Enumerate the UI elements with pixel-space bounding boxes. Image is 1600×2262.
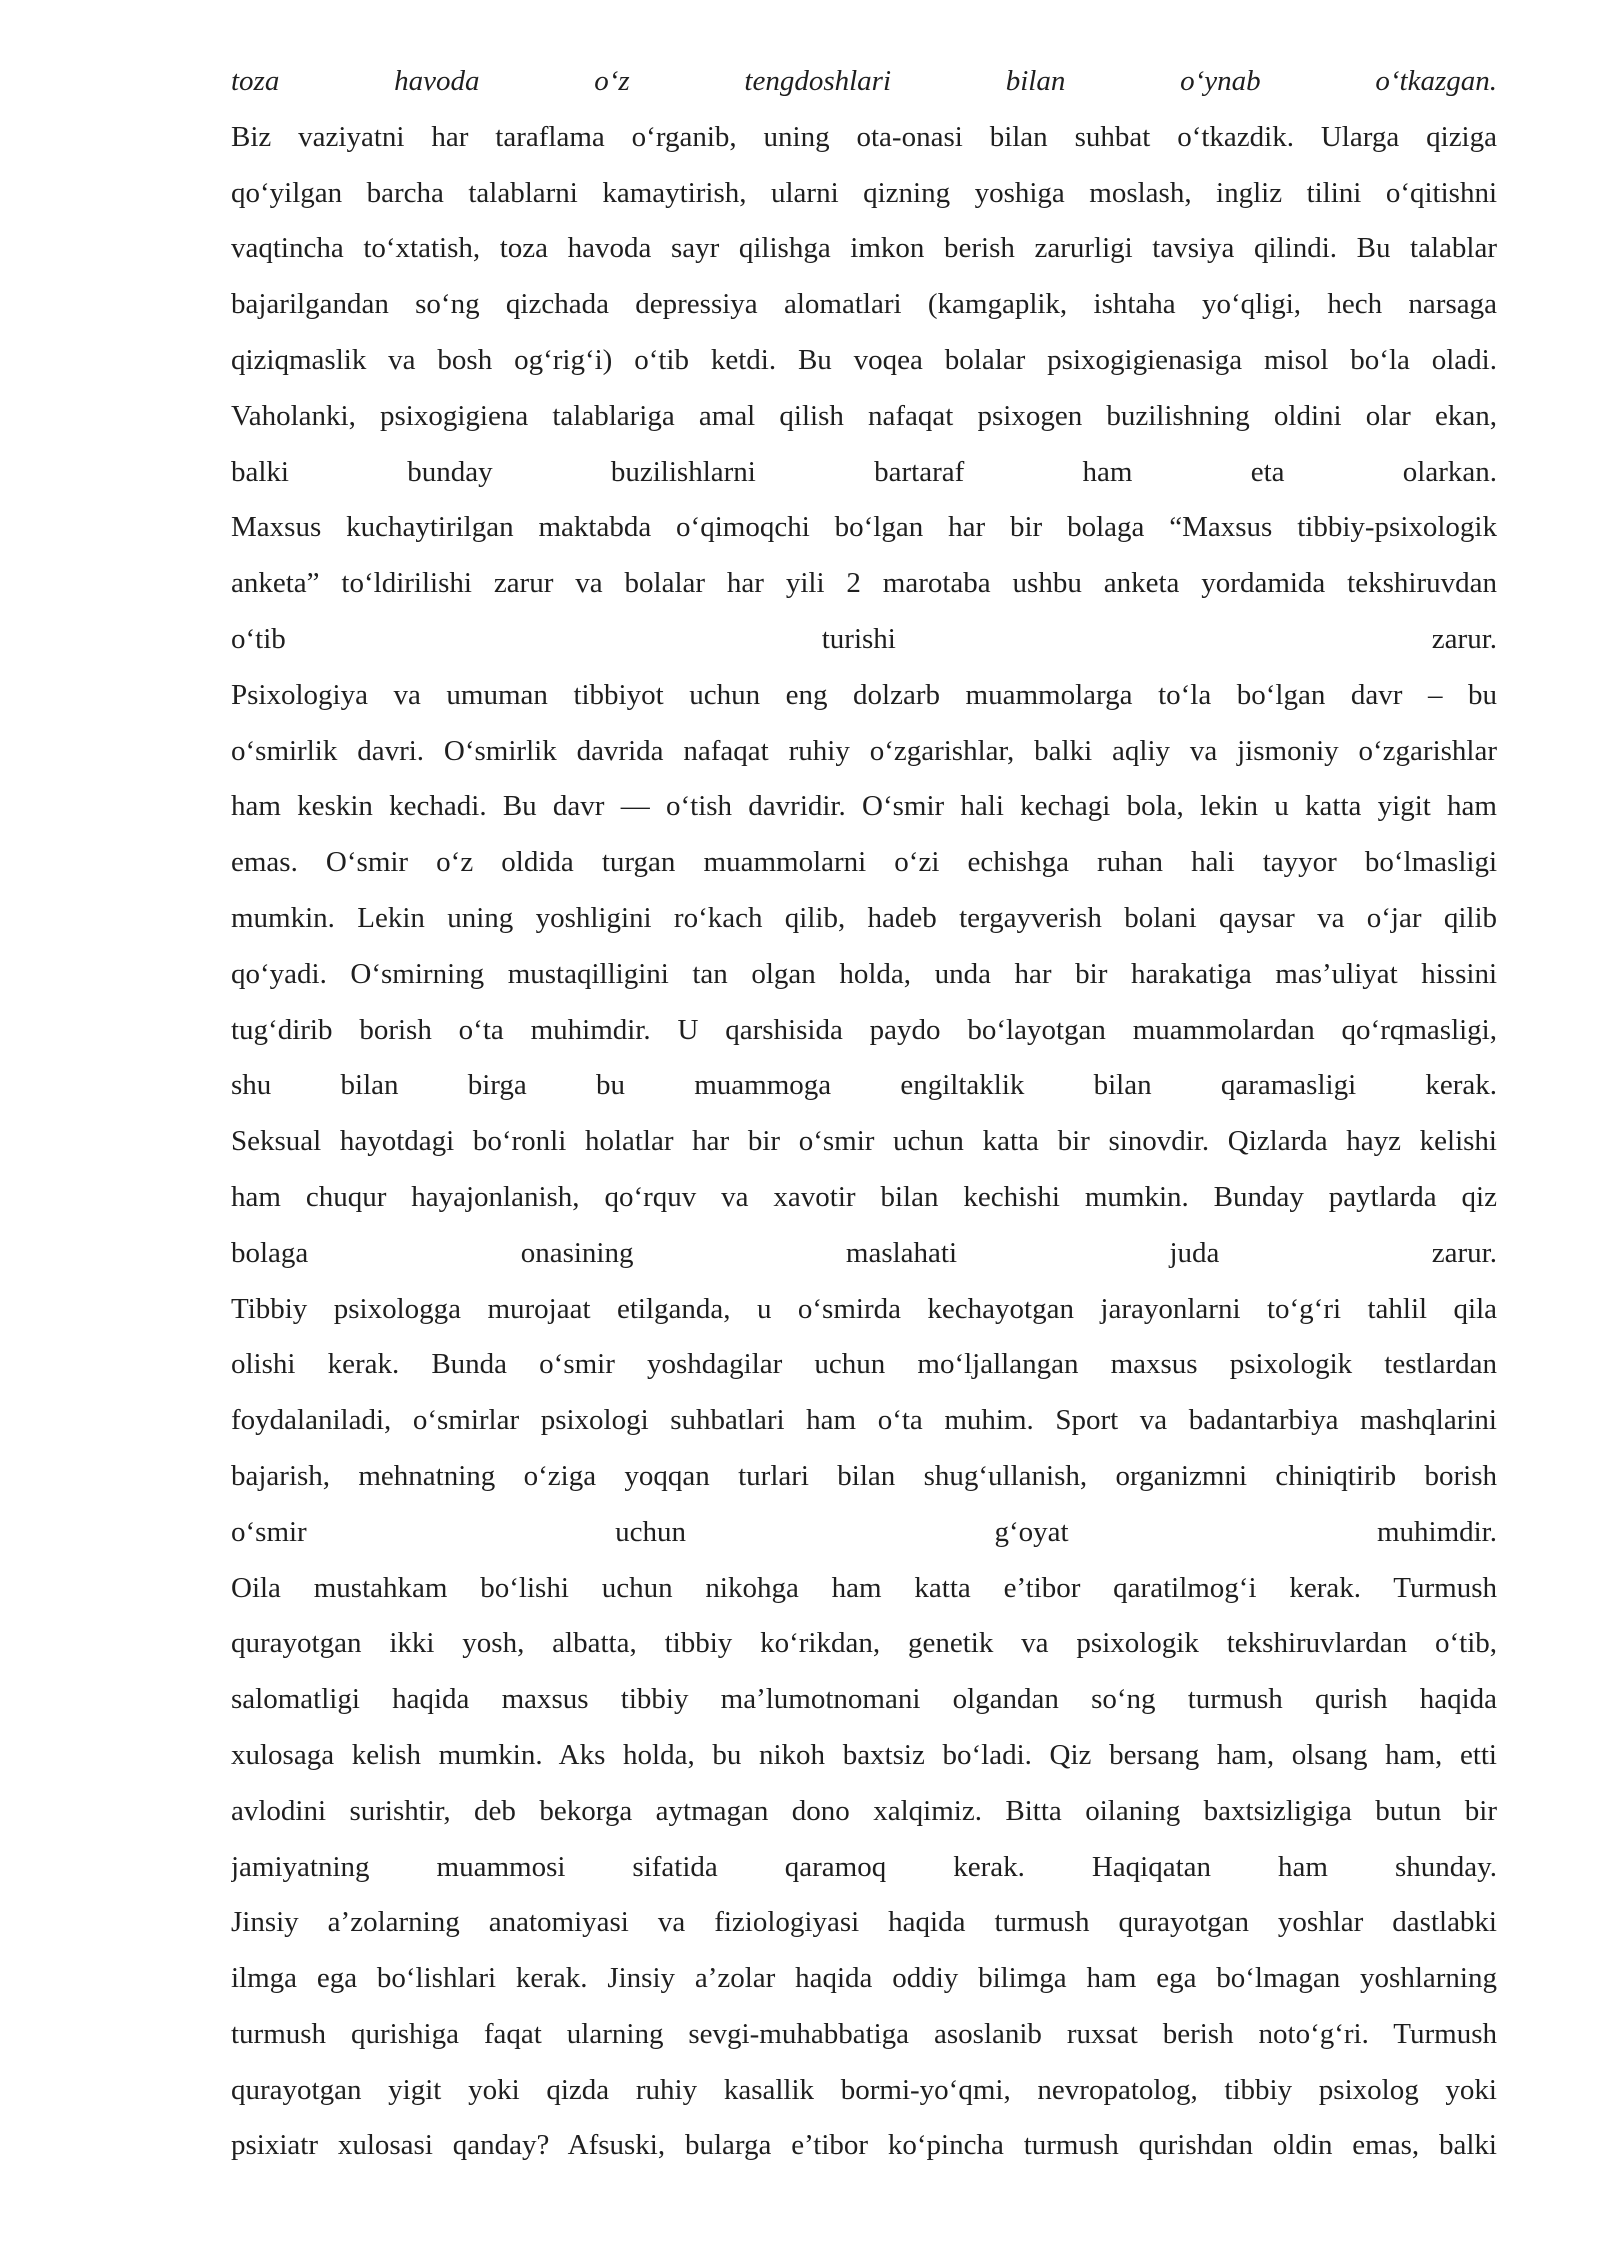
text-line: Maxsus kuchaytirilgan maktabda o‘qimoqchi bo‘lgan har bir bolaga “Maxsus tibbiy-psixologik	[231, 511, 1497, 544]
text-line: ilmga ega bo‘lishlari kerak. Jinsiy a’zolar haqida oddiy bilimga ham ega bo‘lmagan yoshlarning	[231, 1962, 1497, 1995]
text-line: o‘smirlik davri. O‘smirlik davrida nafaqat ruhiy o‘zgarishlar, balki aqliy va jismoniy o‘zgarishlar	[231, 734, 1497, 767]
text-line: qo‘yadi. O‘smirning mustaqilligini tan olgan holda, unda har bir harakatiga mas’uliyat hissini	[231, 957, 1497, 990]
text-line: turmush qurishiga faqat ularning sevgi-muhabbatiga asoslanib ruxsat berish noto‘g‘ri. Turmush	[231, 2017, 1497, 2050]
text-line: foydalaniladi, o‘smirlar psixologi suhbatlari ham o‘ta muhim. Sport va badantarbiya mashqlarini	[231, 1404, 1497, 1437]
text-line: anketa” to‘ldirilishi zarur va bolalar har yili 2 marotaba ushbu anketa yordamida tekshiruvdan	[231, 567, 1497, 600]
text-line: toza havoda o‘z tengdoshlari bilan o‘ynab o‘tkazgan.	[231, 65, 1497, 97]
text-line: bajarish, mehnatning o‘ziga yoqqan turlari bilan shug‘ullanish, organizmni chiniqtirib borish	[231, 1459, 1497, 1492]
text-line: salomatligi haqida maxsus tibbiy ma’lumotnomani olgandan so‘ng turmush qurish haqida	[231, 1683, 1497, 1716]
text-line: olishi kerak. Bunda o‘smir yoshdagilar uchun mo‘ljallangan maxsus psixologik testlardan	[231, 1348, 1497, 1381]
body-text	[231, 54, 1497, 2174]
text-line: qurayotgan yigit yoki qizda ruhiy kasallik bormi-yo‘qmi, nevropatolog, tibbiy psixolog yoki	[231, 2073, 1497, 2106]
text-line: Psixologiya va umuman tibbiyot uchun eng dolzarb muammolarga to‘la bo‘lgan davr – bu	[231, 678, 1497, 711]
text-line: psixiatr xulosasi qanday? Afsuski, bularga e’tibor ko‘pincha turmush qurishdan oldin emas, balki	[231, 2129, 1497, 2162]
text-line: jamiyatning muammosi sifatida qaramoq kerak. Haqiqatan ham shunday.	[231, 1850, 1497, 1883]
text-line: bajarilgandan so‘ng qizchada depressiya alomatlari (kamgaplik, ishtaha yo‘qligi, hech narsaga	[231, 288, 1497, 321]
text-line: mumkin. Lekin uning yoshligini ro‘kach qilib, hadeb tergayverish bolani qaysar va o‘jar qilib	[231, 901, 1497, 934]
text-line: shu bilan birga bu muammoga engiltaklik bilan qaramasligi kerak.	[231, 1069, 1497, 1102]
text-line: vaqtincha to‘xtatish, toza havoda sayr qilishga imkon berish zarurligi tavsiya qilindi. Bu talablar	[231, 232, 1497, 265]
text-line: xulosaga kelish mumkin. Aks holda, bu nikoh baxtsiz bo‘ladi. Qiz bersang ham, olsang ham, etti	[231, 1738, 1497, 1771]
text-line: ham chuqur hayajonlanish, qo‘rquv va xavotir bilan kechishi mumkin. Bunday paytlarda qiz	[231, 1180, 1497, 1213]
text-line: ham keskin kechadi. Bu davr — o‘tish davridir. O‘smir hali kechagi bola, lekin u katta yigit ham	[231, 790, 1497, 823]
text-line: tug‘dirib borish o‘ta muhimdir. U qarshisida paydo bo‘layotgan muammolardan qo‘rqmasligi,	[231, 1013, 1497, 1046]
text-line: Seksual hayotdagi bo‘ronli holatlar har bir o‘smir uchun katta bir sinovdir. Qizlarda hayz kelishi	[231, 1125, 1497, 1158]
text-line: Tibbiy psixologga murojaat etilganda, u o‘smirda kechayotgan jarayonlarni to‘g‘ri tahlil qila	[231, 1292, 1497, 1325]
text-line: Jinsiy a’zolarning anatomiyasi va fiziologiyasi haqida turmush qurayotgan yoshlar dastlabki	[231, 1906, 1497, 1939]
text-line: qurayotgan ikki yosh, albatta, tibbiy ko‘rikdan, genetik va psixologik tekshiruvlardan o‘tib,	[231, 1627, 1497, 1660]
text-line: avlodini surishtir, deb bekorga aytmagan dono xalqimiz. Bitta oilaning baxtsizligiga butun bir	[231, 1794, 1497, 1827]
text-line: balki bunday buzilishlarni bartaraf ham eta olarkan.	[231, 455, 1497, 488]
text-line: qiziqmaslik va bosh og‘rig‘i) o‘tib ketdi. Bu voqea bolalar psixogigienasiga misol bo‘la oladi.	[231, 343, 1497, 376]
text-line: bolaga onasining maslahati juda zarur.	[231, 1236, 1497, 1269]
text-line: Oila mustahkam bo‘lishi uchun nikohga ham katta e’tibor qaratilmog‘i kerak. Turmush	[231, 1571, 1497, 1604]
text-line: qo‘yilgan barcha talablarni kamaytirish, ularni qizning yoshiga moslash, ingliz tilini o‘qitishni	[231, 176, 1497, 209]
text-line: o‘smir uchun g‘oyat muhimdir.	[231, 1515, 1497, 1548]
text-line: Biz vaziyatni har taraflama o‘rganib, uning ota-onasi bilan suhbat o‘tkazdik. Ularga qiziga	[231, 120, 1497, 153]
text-line: emas. O‘smir o‘z oldida turgan muammolarni o‘zi echishga ruhan hali tayyor bo‘lmasligi	[231, 846, 1497, 879]
text-line: o‘tib turishi zarur.	[231, 622, 1497, 655]
text-line: Vaholanki, psixogigiena talablariga amal qilish nafaqat psixogen buzilishning oldini olar ekan,	[231, 399, 1497, 432]
